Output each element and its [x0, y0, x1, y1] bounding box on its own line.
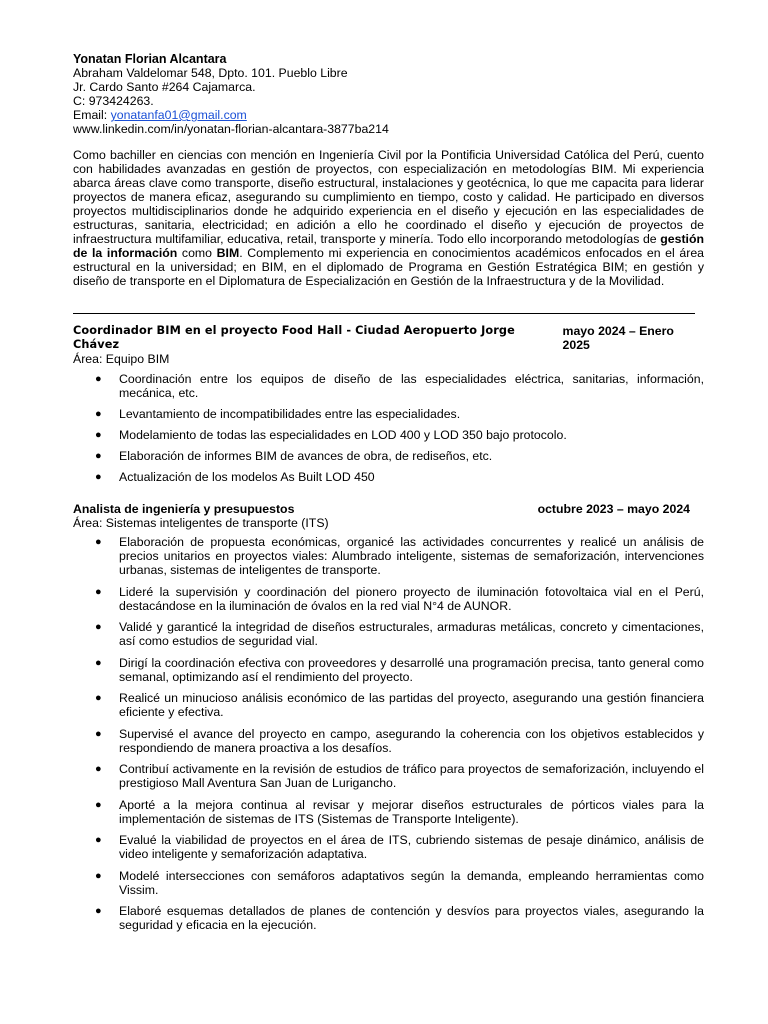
- bullet-text: Contribuí activamente en la revisión de estudios de tráfico para proyectos de semaforización, incluyendo el prestigioso Mall Aventura San Juan de Lurigancho.: [119, 762, 704, 790]
- address-line-2: Jr. Cardo Santo #264 Cajamarca.: [73, 80, 256, 94]
- candidate-name: Yonatan Florian Alcantara: [73, 52, 227, 66]
- summary-text-1: Como bachiller en ciencias con mención en Ingeniería Civil por la Pontificia Universidad Católica del Perú, cuento con habilidades avanzadas en gestión de proyectos, con especialización en metodologías BIM. Mi experiencia abarca áreas clave como transporte, diseño estructural, instalaciones y geotécnica, lo que me capacita para liderar proyectos de manera eficaz, asegurando su cumplimiento en tiempo, costo y calidad. He participado en diversos proyectos multidisciplinarios donde he adquirido experiencia en el diseño y ejecución en las especialidades de estructuras, sanitaria, electricidad; en adición a ello he coordinado el diseño y ejecución de proyectos de infraestructura multifamiliar, educativa, retail, transporte y minería. Todo ello incorporando metodologías de: [73, 148, 704, 246]
- bullet-icon: ●: [95, 471, 102, 483]
- list-item: [73, 691, 704, 719]
- job-bullets: [73, 372, 704, 484]
- bullet-icon: ●: [95, 869, 102, 882]
- summary-bold-1: gestión de la información: [73, 232, 704, 260]
- bullet-text: Lideré la supervisión y coordinación del pionero proyecto de iluminación fotovoltaica vial en el Perú, destacándose en la iluminación de óvalos en la red vial N°4 de AUNOR.: [119, 584, 704, 613]
- job-area: Área: Sistemas inteligentes de transporte (ITS): [73, 516, 329, 530]
- bullet-icon: ●: [95, 585, 102, 598]
- summary-bold-2: BIM: [216, 246, 240, 260]
- list-item: [73, 833, 704, 861]
- job-dates: mayo 2024 – Enero 2025: [562, 324, 674, 352]
- summary-text-3: . Complemento mi experiencia en conocimientos académicos enfocados en el área estructural en la universidad; en BIM, en el diplomado de Programa en Gestión Estratégica BIM; en gestión y diseño de transporte en el Diplomatura de Especialización en Gestión de la Infraestructura y de la Movilidad.: [73, 246, 705, 288]
- address-line-1: Abraham Valdelomar 548, Dpto. 101. Pueblo Libre: [73, 66, 348, 80]
- list-item: [73, 372, 704, 400]
- list-item: [73, 428, 704, 442]
- bullet-text: Actualización de los modelos As Built LOD 450: [119, 470, 375, 484]
- bullet-icon: ●: [95, 692, 102, 704]
- bullet-icon: ●: [95, 763, 102, 775]
- list-item: [73, 869, 704, 897]
- bullet-icon: ●: [95, 656, 102, 669]
- bullet-icon: ●: [95, 450, 102, 462]
- bullet-text: Elaboración de informes BIM de avances de obra, de rediseños, etc.: [119, 449, 493, 463]
- email-line: [73, 108, 704, 122]
- list-item: [73, 904, 704, 932]
- bullet-text: Supervisé el avance del proyecto en campo, asegurando la coherencia con los objetivos establecidos y respondiendo de manera proactiva a los desafíos.: [119, 726, 704, 755]
- bullet-text: Realicé un minucioso análisis económico de las partidas del proyecto, asegurando una gestión financiera eficiente y efectiva.: [119, 691, 704, 719]
- bullet-text: Validé y garanticé la integridad de diseños estructurales, armaduras metálicas, concreto y cimentaciones, así como estudios de seguridad vial.: [119, 620, 704, 648]
- linkedin-url: www.linkedin.com/in/yonatan-florian-alcantara-3877ba214: [73, 122, 389, 136]
- job-title: Coordinador BIM en el proyecto Food Hall - Ciudad Aeropuerto Jorge Chávez: [73, 324, 515, 351]
- job-title: Analista de ingeniería y presupuestos: [73, 502, 295, 516]
- list-item: [73, 798, 704, 826]
- job-bullets: [73, 535, 704, 932]
- list-item: [73, 727, 704, 755]
- bullet-icon: ●: [95, 905, 102, 917]
- email-link[interactable]: yonatanfa01@gmail.com: [110, 108, 247, 122]
- list-item: [73, 470, 704, 484]
- job-entry: [73, 502, 704, 940]
- bullet-text: Elaboré esquemas detallados de planes de contención y desvíos para proyectos viales, asegurando la seguridad y eficacia en la ejecución.: [119, 904, 704, 932]
- list-item: [73, 762, 704, 790]
- bullet-icon: ●: [95, 429, 102, 441]
- job-header: [73, 324, 704, 352]
- bullet-text: Evalué la viabilidad de proyectos en el área de ITS, cubriendo sistemas de pesaje dinámico, análisis de video inteligente y semaforización adaptativa.: [119, 833, 704, 861]
- bullet-text: Coordinación entre los equipos de diseño de las especialidades eléctrica, sanitarias, información, mecánica, etc.: [119, 372, 704, 400]
- list-item: [73, 407, 704, 421]
- bullet-text: Levantamiento de incompatibilidades entre las especialidades.: [119, 407, 461, 421]
- bullet-icon: ●: [95, 798, 102, 811]
- bullet-text: Modelé intersecciones con semáforos adaptativos según la demanda, empleando herramientas como Vissim.: [119, 868, 704, 897]
- bullet-icon: ●: [95, 727, 102, 740]
- bullet-text: Dirigí la coordinación efectiva con proveedores y desarrollé una programación precisa, tanto general como semanal, optimizando así el rendimiento del proyecto.: [119, 655, 704, 684]
- bullet-icon: ●: [95, 621, 102, 633]
- bullet-text: Elaboración de propuesta económicas, organicé las actividades concurrentes y realicé un análisis de precios unitarios en proyectos viales: Alumbrado inteligente, sistemas de semaforización, intervenciones urbanas, sistemas de inteligentes de transporte.: [119, 535, 704, 577]
- phone: C: 973424263.: [73, 94, 154, 108]
- bullet-icon: ●: [95, 408, 102, 420]
- bullet-icon: ●: [95, 536, 102, 548]
- job-header: [73, 502, 704, 516]
- list-item: [73, 620, 704, 648]
- bullet-icon: ●: [95, 834, 102, 846]
- email-label: Email:: [73, 108, 111, 122]
- bullet-text: Modelamiento de todas las especialidades en LOD 400 y LOD 350 bajo protocolo.: [119, 428, 567, 442]
- contact-block: [73, 52, 704, 288]
- list-item: [73, 449, 704, 463]
- job-dates: octubre 2023 – mayo 2024: [537, 502, 690, 516]
- list-item: [73, 656, 704, 684]
- summary-text-2: como: [177, 246, 217, 260]
- professional-summary: [73, 148, 704, 288]
- job-area: Área: Equipo BIM: [73, 352, 170, 366]
- bullet-text: Aporté a la mejora continua al revisar y mejorar diseños estructurales de pórticos viales para la implementación de sistemas de ITS (Sistemas de Transporte Inteligente).: [119, 797, 704, 826]
- bullet-icon: ●: [95, 373, 102, 385]
- list-item: [73, 585, 704, 613]
- section-divider: [73, 313, 695, 314]
- job-entry: [73, 324, 704, 491]
- list-item: [73, 535, 704, 577]
